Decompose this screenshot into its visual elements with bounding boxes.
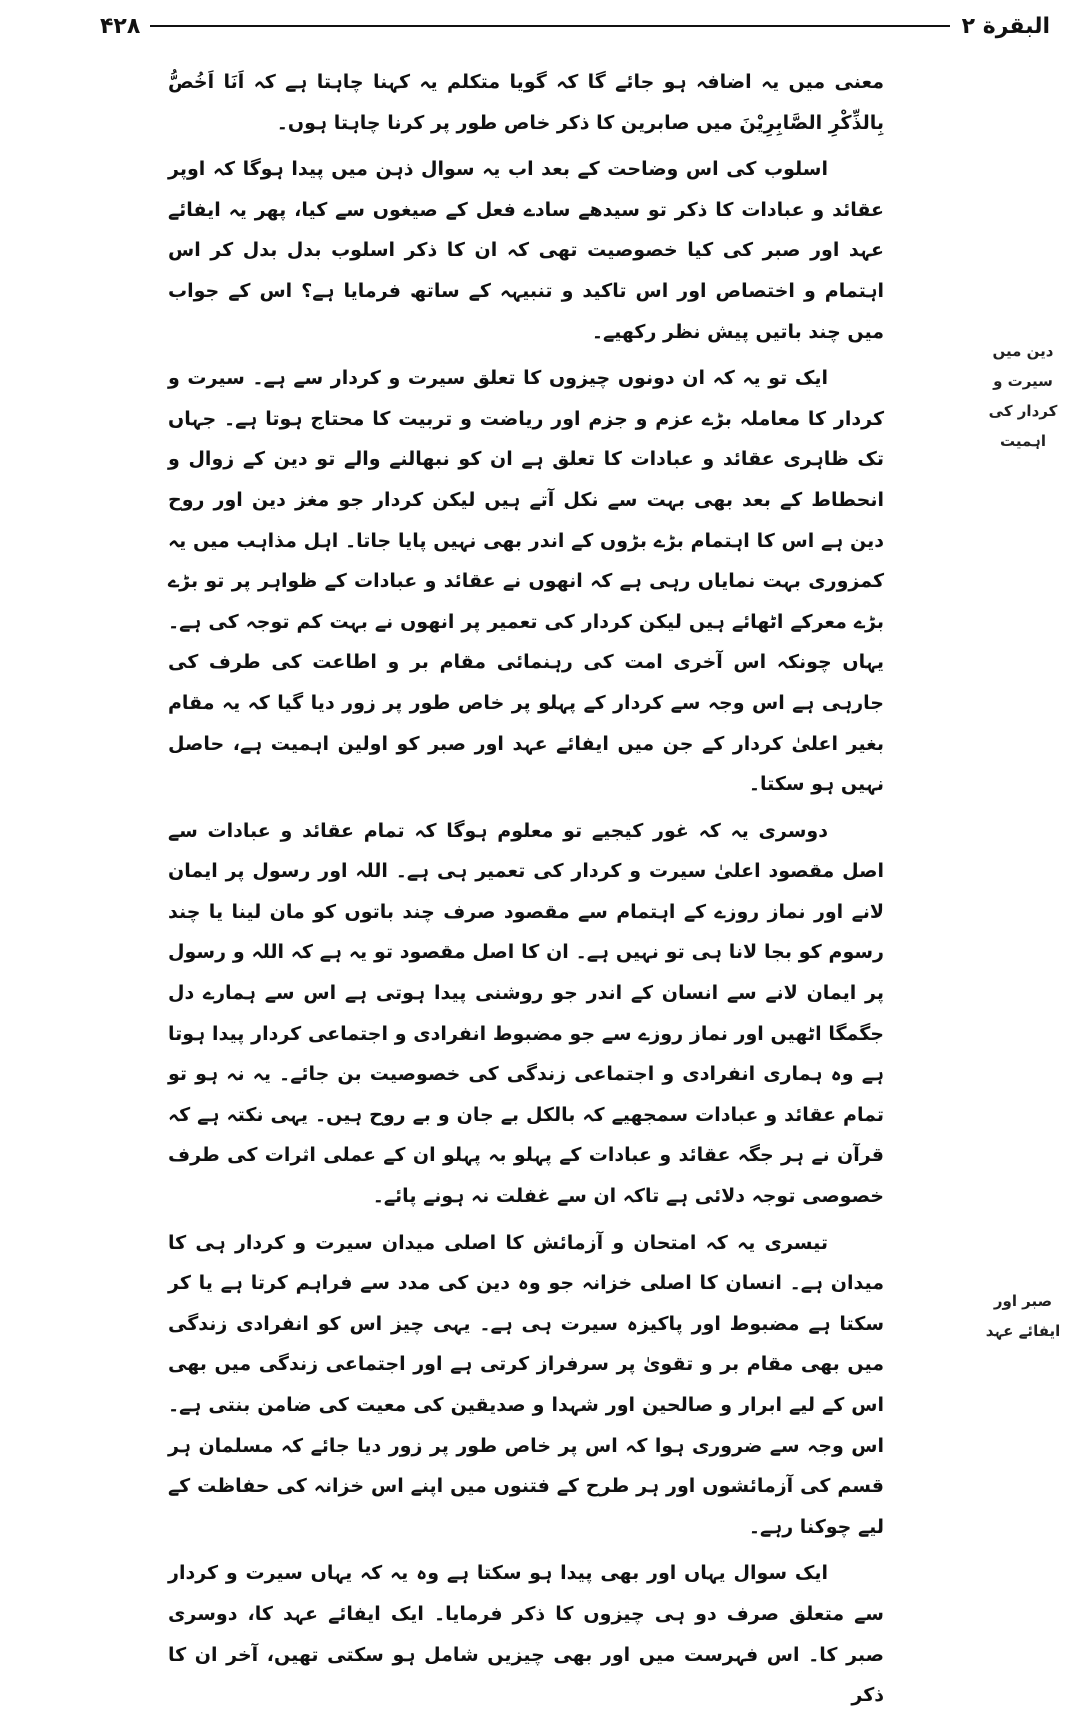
paragraph: اسلوب کی اس وضاحت کے بعد اب یہ سوال ذہن میں پیدا ہوگا کہ اوپر عقائد و عبادات کا ذکر تو سیدھے سادے فعل کے صیغوں سے کیا، پھر یہ ایفائے عہد اور صبر کی کیا خصوصیت تھی کہ ان کا ذکر اسلوب بدل بدل کر اس اہتمام و اختصاص اور اس تاکید و تنبیہہ کے ساتھ فرمایا ہے؟ اس کے جواب میں چند باتیں پیش نظر رکھیے۔ — [168, 158, 884, 343]
paragraph: ایک تو یہ کہ ان دونوں چیزوں کا تعلق سیرت و کردار سے ہے۔ سیرت و کردار کا معاملہ بڑے عزم و جزم اور ریاضت و تربیت کا محتاج ہوتا ہے۔ جہاں تک ظاہری عقائد و عبادات کا تعلق ہے ان کو نبھالنے والے تو دین کے زوال و انحطاط کے بعد بھی بہت سے نکل آتے ہیں لیکن کردار جو مغز دین اور روح دین ہے اس کا اہتمام بڑے بڑوں کے اندر بھی نہیں پایا جاتا۔ اہل مذاہب میں یہ کمزوری بہت نمایاں رہی ہے کہ انھوں نے عقائد و عبادات کے ظواہر پر تو بڑے بڑے معرکے اٹھائے ہیں لیکن کردار کی تعمیر پر انھوں نے بہت کم توجہ کی ہے۔ یہاں چونکہ اس آخری امت کی رہنمائی مقام بر و اطاعت کی طرف کی جارہی ہے اس وجہ سے کردار کے پہلو پر خاص طور پر زور دیا گیا کہ یہ مقام بغیر اعلیٰ کردار کے جن میں ایفائے عہد اور صبر کو اولین اہمیت ہے، حاصل نہیں ہو سکتا۔ — [168, 367, 884, 796]
paragraph: معنی میں یہ اضافہ ہو جائے گا کہ گویا متکلم یہ کہنا چاہتا ہے کہ اَنَا اَخُصُّ بِالذِّکْرِ الصَّابِرِیْنَ میں صابرین کا ذکر خاص طور پر کرنا چاہتا ہوں۔ — [168, 71, 884, 134]
paragraph: ایک سوال یہاں اور بھی پیدا ہو سکتا ہے وہ یہ کہ یہاں سیرت و کردار سے متعلق صرف دو ہی چیزوں کا ذکر فرمایا۔ ایک ایفائے عہد کا، دوسری صبر کا۔ اس فہرست میں اور بھی چیزیں شامل ہو سکتی تھیں، آخر ان کا ذکر — [168, 1562, 884, 1707]
margin-note: صبر اور ایفائے عہد — [985, 1292, 1061, 1340]
page-header — [100, 6, 1050, 46]
running-head: البقرة ٢ — [961, 13, 1050, 39]
margin-note: دین میں سیرت و کردار کی اہمیت — [988, 342, 1058, 450]
paragraph: تیسری یہ کہ امتحان و آزمائش کا اصلی میدان سیرت و کردار ہی کا میدان ہے۔ انسان کا اصلی خزانہ جو وہ دین کی مدد سے فراہم کرتا ہے یا کر سکتا ہے مضبوط اور پاکیزہ سیرت ہی ہے۔ یہی چیز اس کو انفرادی زندگی میں بھی مقام بر و تقویٰ پر سرفراز کرتی ہے اور اجتماعی زندگی میں بھی اس کے لیے ابرار و صالحین اور شہدا و صدیقین کی معیت کی ضامن بنتی ہے۔ اس وجہ سے ضروری ہوا کہ اس پر خاص طور پر زور دیا جائے کہ مسلمان ہر قسم کی آزمائشوں اور ہر طرح کے فتنوں میں اپنے اس خزانہ کی حفاظت کے لیے چوکنا رہے۔ — [168, 1231, 884, 1538]
body-text — [168, 62, 884, 1716]
page-number: ۴۲۸ — [100, 13, 141, 39]
header-rule — [150, 25, 949, 27]
paragraph: دوسری یہ کہ غور کیجیے تو معلوم ہوگا کہ تمام عقائد و عبادات سے اصل مقصود اعلیٰ سیرت و کردار کی تعمیر ہی ہے۔ اللہ اور رسول پر ایمان لانے اور نماز روزے کے اہتمام سے مقصود صرف چند باتوں کو مان لینا یا چند رسوم کو بجا لانا ہی تو نہیں ہے۔ ان کا اصل مقصود تو یہ ہے کہ اللہ و رسول پر ایمان لانے سے انسان کے اندر جو روشنی پیدا ہوتی ہے اس سے ہمارے دل جگمگا اٹھیں اور نماز روزے سے جو مضبوط انفرادی و اجتماعی کردار پیدا ہوتا ہے وہ ہماری انفرادی و اجتماعی زندگی کی خصوصیت بن جائے۔ یہ نہ ہو تو تمام عقائد و عبادات سمجھیے کہ بالکل بے جان و بے روح ہیں۔ یہی نکتہ ہے کہ قرآن نے ہر جگہ عقائد و عبادات کے پہلو بہ پہلو ان کے عملی اثرات کی طرف خصوصی توجہ دلائی ہے تاکہ ان سے غفلت نہ ہونے پائے۔ — [168, 819, 884, 1208]
